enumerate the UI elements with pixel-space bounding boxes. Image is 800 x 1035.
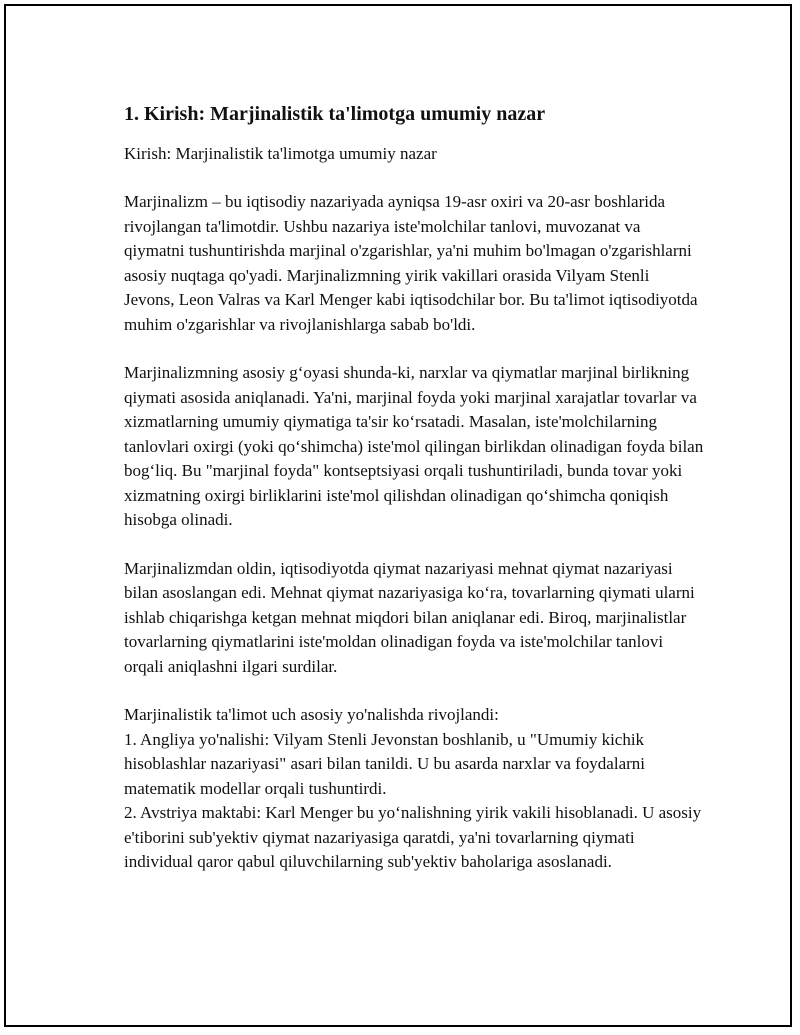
paragraph-2: Marjinalizmning asosiy g‘oyasi shunda-ki, narxlar va qiymatlar marjinal birlikning qiymati asosida aniqlanadi. Ya'ni, marjinal foyda yoki marjinal xarajatlar tovarlar va xizmatlarning umumiy qiymatiga ta'sir ko‘rsatadi. Masalan, iste'molchilarning tanlovlari oxirgi (yoki qo‘shimcha) iste'mol qilingan birlikdan olinadigan foyda bilan bog‘liq. Bu "marjinal foyda" kontseptsiyasi orqali tushuntiriladi, bunda tovar yoki xizmatning oxirgi birliklarini iste'mol qilishdan olinadigan qo‘shimcha qoniqish hisobga olinadi. (124, 363, 704, 529)
list-item-austria: 2. Avstriya maktabi: Karl Menger bu yo‘nalishning yirik vakili hisoblanadi. U asosiy e'tiborini sub'yektiv qiymat nazariyasiga qaratdi, ya'ni tovarlarning qiymati individual qaror qabul qiluvchilarning sub'yektiv baholariga asoslanadi. (124, 803, 702, 871)
paragraph-3: Marjinalizmdan oldin, iqtisodiyotda qiymat nazariyasi mehnat qiymat nazariyasi bilan asoslangan edi. Mehnat qiymat nazariyasiga ko‘ra, tovarlarning qiymati ularni ishlab chiqarishga ketgan mehnat miqdori bilan aniqlanar edi. Biroq, marjinalistlar tovarlarning qiymatlarini iste'moldan olinadigan foyda va iste'molchilar tanlovi orqali aniqlashni ilgari surdilar. (124, 558, 695, 676)
list-item-england: 1. Angliya yo'nalishi: Vilyam Stenli Jevonstan boshlanib, u "Umumiy kichik hisoblashlar nazariyasi" asari bilan tanildi. U bu asarda narxlar va foydalarni matematik modellar orqali tushuntirdi. (124, 729, 645, 798)
list-intro: Marjinalistik ta'limot uch asosiy yo'nalishda rivojlandi: (124, 705, 499, 724)
page-frame (4, 4, 792, 1027)
document-body (124, 102, 704, 875)
document-subheading: Kirish: Marjinalistik ta'limotga umumiy nazar (124, 144, 437, 163)
document-heading: 1. Kirish: Marjinalistik ta'limotga umumiy nazar (124, 103, 546, 125)
paragraph-1: Marjinalizm – bu iqtisodiy nazariyada ayniqsa 19-asr oxiri va 20-asr boshlarida rivojlangan ta'limotdir. Ushbu nazariya iste'molchilar tanlovi, muvozanat va qiymatni tushuntirishda marjinal o'zgarishlar, ya'ni muhim bo'lmagan o'zgarishlarni asosiy nuqtaga qo'yadi. Marjinalizmning yirik vakillari orasida Vilyam Stenli Jevons, Leon Valras va Karl Menger kabi iqtisodchilar bor. Bu ta'limot iqtisodiyotda muhim o'zgarishlar va rivojlanishlarga sabab bo'ldi. (124, 192, 698, 334)
directions-list (124, 703, 704, 875)
